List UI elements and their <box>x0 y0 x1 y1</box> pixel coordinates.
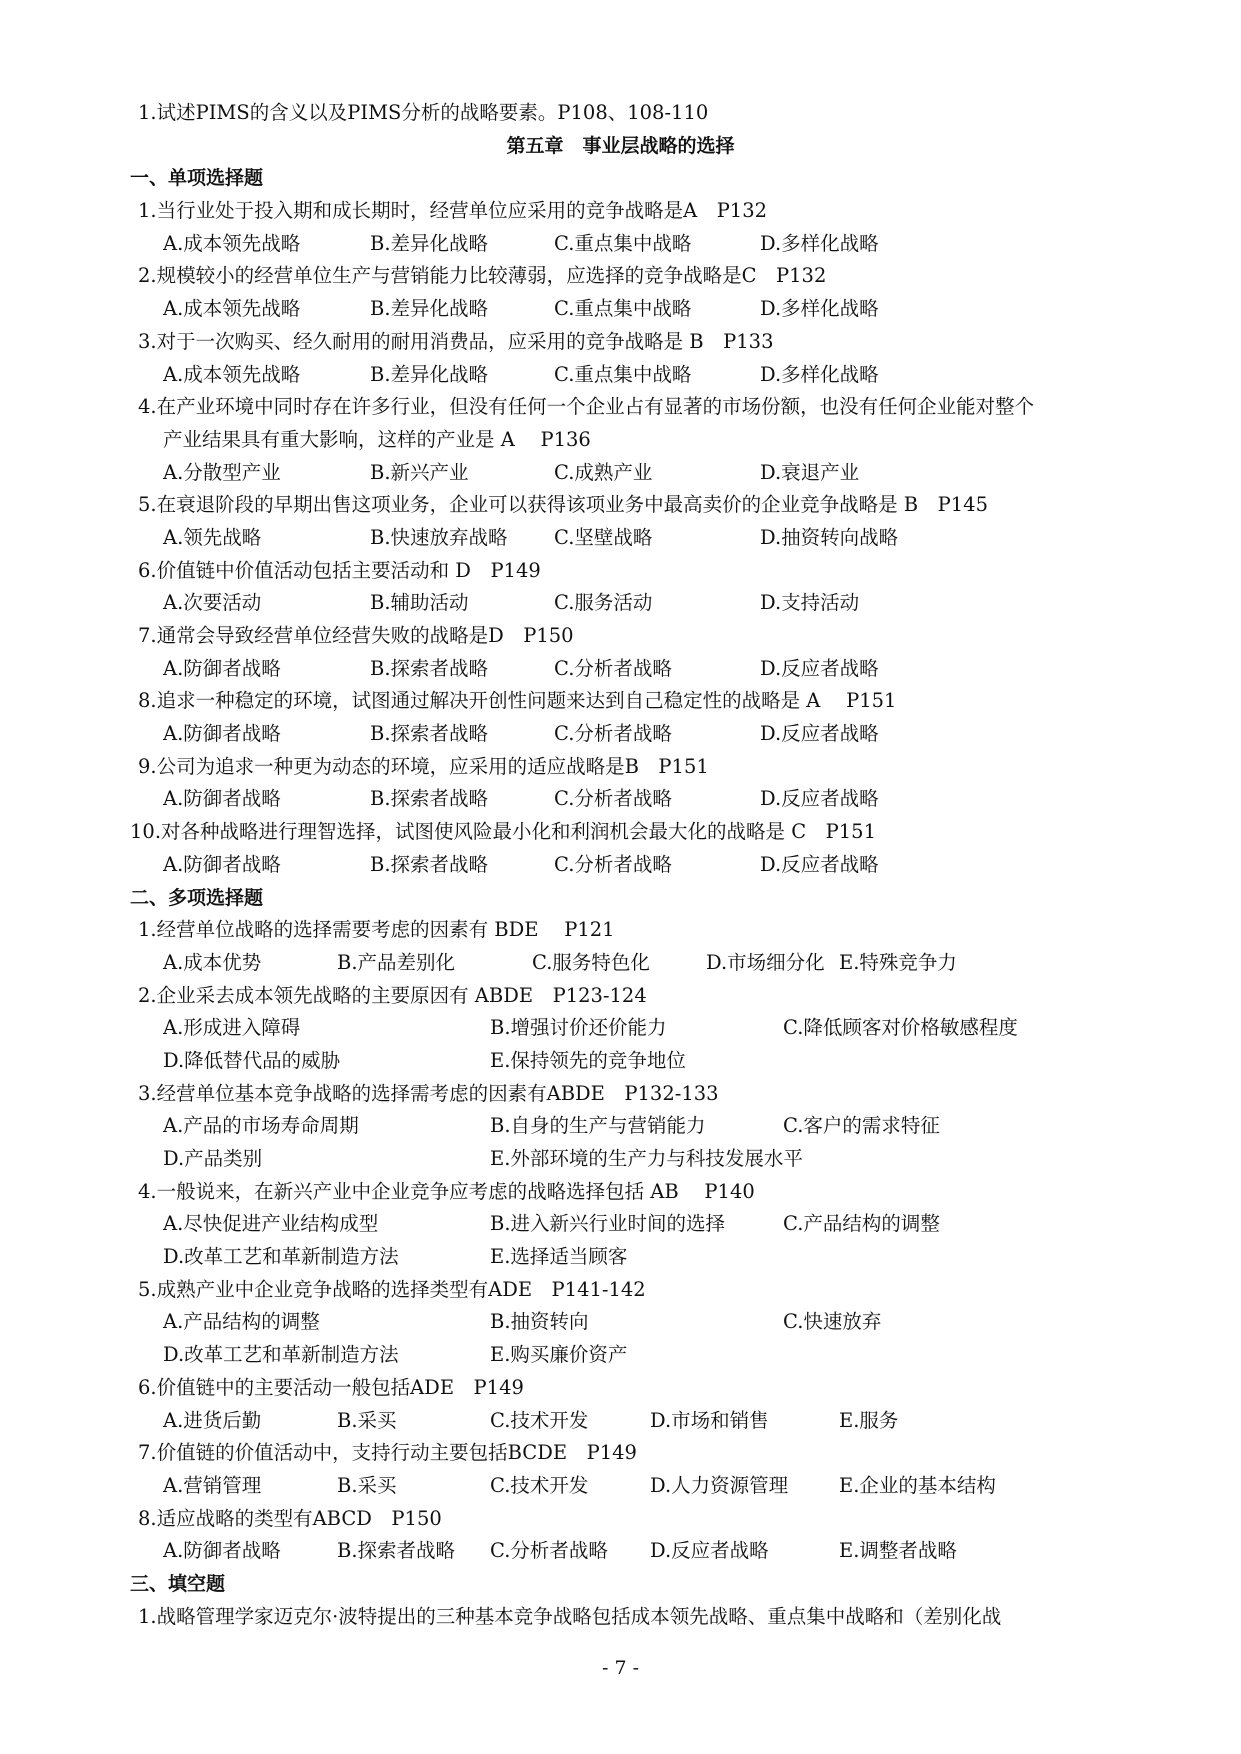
option: E.调整者战略 <box>839 1539 957 1563</box>
option: B.增强讨价还价能力 <box>490 1016 667 1040</box>
option: C.产品结构的调整 <box>783 1212 940 1236</box>
question-row <box>0 195 1241 228</box>
option: B.新兴产业 <box>370 460 469 484</box>
options-row <box>0 587 1241 620</box>
option: C.分析者战略 <box>554 656 672 680</box>
question-stem: 1.经营单位战略的选择需要考虑的因素有 BDE P121 <box>138 918 615 942</box>
question-stem: 6.价值链中价值活动包括主要活动和 D P149 <box>138 558 541 582</box>
option: D.降低替代品的威胁 <box>163 1048 341 1072</box>
option: C.技术开发 <box>490 1473 589 1497</box>
option: A.进货后勤 <box>163 1408 262 1432</box>
page-number: - 7 - <box>601 1657 639 1679</box>
option: A.成本领先战略 <box>163 297 301 321</box>
option: A.营销管理 <box>163 1473 262 1497</box>
option: C.坚壁战略 <box>554 525 653 549</box>
option: B.采买 <box>337 1473 397 1497</box>
question-row <box>0 1078 1241 1111</box>
question-stem: 5.在衰退阶段的早期出售这项业务，企业可以获得该项业务中最高卖价的企业竞争战略是 B P145 <box>138 493 988 517</box>
option: A.成本领先战略 <box>163 231 301 255</box>
option: D.市场和销售 <box>650 1408 769 1432</box>
option: D.反应者战略 <box>760 852 879 876</box>
option: B.产品差别化 <box>337 950 456 974</box>
options-row <box>0 1339 1241 1372</box>
question-stem: 6.价值链中的主要活动一般包括ADE P149 <box>138 1375 524 1399</box>
option: A.分散型产业 <box>163 460 281 484</box>
question-stem: 9.公司为追求一种更为动态的环境，应采用的适应战略是B P151 <box>138 754 709 778</box>
intro-question-row <box>0 97 1241 130</box>
options-row <box>0 359 1241 392</box>
option: C.快速放弃 <box>783 1310 882 1334</box>
question-row <box>0 489 1241 522</box>
option: C.重点集中战略 <box>554 231 692 255</box>
question-stem: 7.价值链的价值活动中，支持行动主要包括BCDE P149 <box>138 1441 637 1465</box>
options-row <box>0 849 1241 882</box>
option: D.改革工艺和革新制造方法 <box>163 1245 399 1269</box>
options-row <box>0 522 1241 555</box>
option: D.反应者战略 <box>760 722 879 746</box>
option: C.客户的需求特征 <box>783 1114 940 1138</box>
option: A.成本领先战略 <box>163 362 301 386</box>
option: C.重点集中战略 <box>554 297 692 321</box>
section-heading: 一、单项选择题 <box>130 167 264 190</box>
option: C.分析者战略 <box>554 787 672 811</box>
question-stem: 2.企业采去成本领先战略的主要原因有 ABDE P123-124 <box>138 983 647 1007</box>
options-row <box>0 1470 1241 1503</box>
options-row <box>0 1405 1241 1438</box>
option: A.防御者战略 <box>163 852 281 876</box>
question-row <box>0 1274 1241 1307</box>
chapter-title-row <box>0 130 1241 163</box>
option: C.服务活动 <box>554 591 653 615</box>
option: C.重点集中战略 <box>554 362 692 386</box>
options-row <box>0 718 1241 751</box>
option: D.反应者战略 <box>760 656 879 680</box>
question-stem-cont: 产业结果具有重大影响，这样的产业是 A P136 <box>163 427 591 451</box>
option: C.服务特色化 <box>532 950 650 974</box>
option: A.防御者战略 <box>163 1539 281 1563</box>
document-body <box>0 97 1241 1633</box>
options-row <box>0 947 1241 980</box>
option: D.抽资转向战略 <box>760 525 899 549</box>
option: A.防御者战略 <box>163 722 281 746</box>
option: C.降低顾客对价格敏感程度 <box>783 1016 1018 1040</box>
question-stem: 8.追求一种稳定的环境，试图通过解决开创性问题来达到自己稳定性的战略是 A P151 <box>138 689 897 713</box>
question-row <box>0 1437 1241 1470</box>
section-heading: 二、多项选择题 <box>130 886 264 909</box>
question-row <box>0 1503 1241 1536</box>
options-row <box>0 783 1241 816</box>
options-row <box>0 1045 1241 1078</box>
option: D.支持活动 <box>760 591 860 615</box>
option: B.抽资转向 <box>490 1310 589 1334</box>
option: A.形成进入障碍 <box>163 1016 301 1040</box>
option: D.反应者战略 <box>760 787 879 811</box>
option: E.保持领先的竞争地位 <box>490 1048 686 1072</box>
section-heading-row <box>0 1568 1241 1601</box>
option: B.自身的生产与营销能力 <box>490 1114 706 1138</box>
question-row <box>0 1601 1241 1634</box>
option: D.多样化战略 <box>760 297 879 321</box>
question-row <box>0 816 1241 849</box>
option: C.成熟产业 <box>554 460 653 484</box>
option: B.探索者战略 <box>370 852 489 876</box>
option: B.差异化战略 <box>370 231 489 255</box>
option: D.市场细分化 <box>706 950 825 974</box>
question-stem: 7.通常会导致经营单位经营失败的战略是D P150 <box>138 624 574 647</box>
question-row <box>0 980 1241 1013</box>
option: D.反应者战略 <box>650 1539 769 1563</box>
option: E.服务 <box>839 1408 899 1432</box>
option: A.产品的市场寿命周期 <box>163 1114 359 1138</box>
option: A.尽快促进产业结构成型 <box>163 1212 379 1236</box>
question-stem: 1.试述PIMS的含义以及PIMS分析的战略要素。P108、108-110 <box>138 101 709 124</box>
options-row <box>0 1012 1241 1045</box>
question-stem: 3.经营单位基本竞争战略的选择需考虑的因素有ABDE P132-133 <box>138 1081 719 1105</box>
question-row <box>0 260 1241 293</box>
question-stem: 8.适应战略的类型有ABCD P150 <box>138 1506 442 1530</box>
option: B.进入新兴行业时间的选择 <box>490 1212 726 1236</box>
option: B.探索者战略 <box>337 1539 456 1563</box>
option: D.改革工艺和革新制造方法 <box>163 1343 399 1367</box>
option: C.分析者战略 <box>490 1539 608 1563</box>
question-row <box>0 1176 1241 1209</box>
option: E.选择适当顾客 <box>490 1245 628 1269</box>
option: A.领先战略 <box>163 525 262 549</box>
question-row <box>0 914 1241 947</box>
question-stem: 10.对各种战略进行理智选择，试图使风险最小化和利润机会最大化的战略是 C P151 <box>130 820 876 844</box>
option: B.快速放弃战略 <box>370 525 508 549</box>
option: A.防御者战略 <box>163 787 281 811</box>
option: A.成本优势 <box>163 950 262 974</box>
option: B.采买 <box>337 1408 397 1432</box>
options-row <box>0 293 1241 326</box>
option: E.外部环境的生产力与科技发展水平 <box>490 1147 803 1170</box>
section-heading: 三、填空题 <box>130 1572 226 1595</box>
option: D.产品类别 <box>163 1147 263 1170</box>
question-row <box>0 685 1241 718</box>
option: E.企业的基本结构 <box>839 1473 996 1497</box>
option: C.分析者战略 <box>554 852 672 876</box>
question-row <box>0 620 1241 653</box>
option: C.技术开发 <box>490 1408 589 1432</box>
options-row <box>0 1535 1241 1568</box>
option: E.购买廉价资产 <box>490 1343 628 1367</box>
question-stem: 4.在产业环境中同时存在许多行业，但没有任何一个企业占有显著的市场份额，也没有任何企业能对整个 <box>138 395 1035 419</box>
question-stem: 5.成熟产业中企业竞争战略的选择类型有ADE P141-142 <box>138 1277 646 1301</box>
question-row <box>0 555 1241 588</box>
option: B.差异化战略 <box>370 297 489 321</box>
options-row <box>0 653 1241 686</box>
option: D.人力资源管理 <box>650 1473 789 1497</box>
option: B.辅助活动 <box>370 591 469 615</box>
option: C.分析者战略 <box>554 722 672 746</box>
options-row <box>0 1110 1241 1143</box>
question-stem: 4.一般说来，在新兴产业中企业竞争应考虑的战略选择包括 AB P140 <box>138 1179 755 1203</box>
option: B.探索者战略 <box>370 656 489 680</box>
question-row <box>0 326 1241 359</box>
option: B.探索者战略 <box>370 722 489 746</box>
option: E.特殊竞争力 <box>839 950 957 974</box>
option: D.多样化战略 <box>760 231 879 255</box>
option: B.差异化战略 <box>370 362 489 386</box>
option: A.产品结构的调整 <box>163 1310 320 1334</box>
chapter-title: 第五章 事业层战略的选择 <box>506 134 735 157</box>
section-heading-row <box>0 162 1241 195</box>
options-row <box>0 1241 1241 1274</box>
question-continuation-row <box>0 424 1241 457</box>
options-row <box>0 1208 1241 1241</box>
question-stem: 3.对于一次购买、经久耐用的耐用消费品，应采用的竞争战略是 B P133 <box>138 329 774 353</box>
question-row <box>0 1372 1241 1405</box>
options-row <box>0 457 1241 490</box>
question-stem: 1.当行业处于投入期和成长期时，经营单位应采用的竞争战略是A P132 <box>138 199 768 223</box>
option: D.衰退产业 <box>760 460 860 484</box>
option: A.次要活动 <box>163 591 262 615</box>
options-row <box>0 1306 1241 1339</box>
question-stem: 1.战略管理学家迈克尔·波特提出的三种基本竞争战略包括成本领先战略、重点集中战略和（差别化战 <box>138 1604 1002 1628</box>
option: A.防御者战略 <box>163 656 281 680</box>
section-heading-row <box>0 882 1241 915</box>
option: B.探索者战略 <box>370 787 489 811</box>
question-row <box>0 751 1241 784</box>
option: D.多样化战略 <box>760 362 879 386</box>
options-row <box>0 1143 1241 1176</box>
question-row <box>0 391 1241 424</box>
options-row <box>0 228 1241 261</box>
question-stem: 2.规模较小的经营单位生产与营销能力比较薄弱，应选择的竞争战略是C P132 <box>138 264 827 288</box>
